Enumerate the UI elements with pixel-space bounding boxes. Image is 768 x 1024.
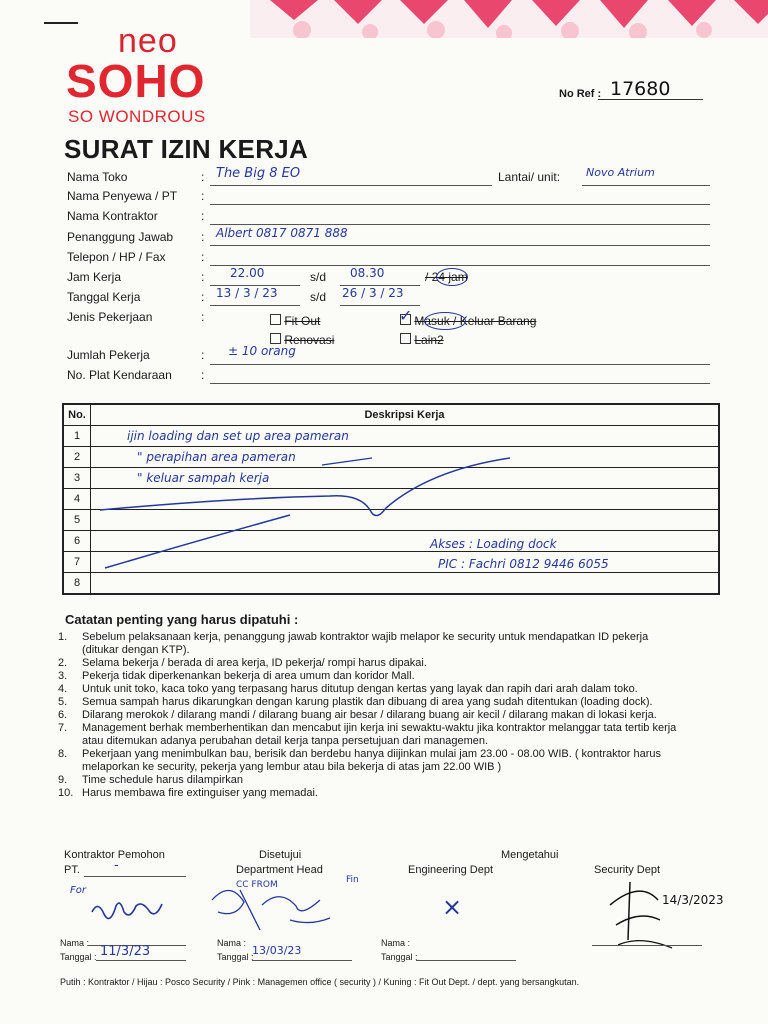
label-plat-kendaraan: No. Plat Kendaraan [67, 368, 172, 382]
label-tanggal-kerja: Tanggal Kerja [67, 290, 141, 304]
value-tanggal-to[interactable]: 26 / 3 / 23 [342, 286, 404, 300]
note-line: melaporkan ke security, pekerja yang lembur atau bila bekerja di atas jam 22.00 WIB ) [82, 761, 502, 773]
value-tanggal-from[interactable]: 13 / 3 / 23 [216, 286, 278, 300]
security-date: 14/3/2023 [662, 893, 724, 907]
logo-soho: SOHO [66, 55, 206, 107]
value-tanggal-dept: 13/03/23 [252, 944, 302, 957]
row-number: 2 [63, 447, 91, 468]
row-number: 3 [63, 468, 91, 489]
note-line: Semua sampah harus dikarungkan dengan karung plastik dan dibuang di area yang sudah ditentukan (loading dock). [82, 696, 653, 708]
cc-from-note: CC FROM [236, 880, 278, 890]
colon: : [201, 290, 205, 304]
label-nama-kontraktor: Nama Kontraktor [67, 209, 158, 223]
colon: : [201, 209, 205, 223]
row-number: 5 [63, 510, 91, 531]
option-fit-out[interactable]: Fit Out [270, 314, 320, 328]
form-title: SURAT IZIN KERJA [64, 134, 309, 164]
row-number: 6 [63, 531, 91, 552]
option-renovasi[interactable]: Renovasi [270, 333, 334, 347]
value-nama-toko[interactable]: The Big 8 EO [216, 166, 301, 181]
label-telepon: Telepon / HP / Fax [67, 250, 166, 264]
label-penanggung-jawab: Penanggung Jawab [67, 230, 174, 244]
logo-neo: neo [118, 22, 178, 60]
label-nama: Nama : [60, 938, 90, 948]
option-lain2[interactable]: Lain2 [400, 333, 444, 347]
colon: : [201, 348, 205, 362]
label-nama: Nama : [217, 938, 247, 948]
label-jumlah-pekerja: Jumlah Pekerja [67, 348, 150, 362]
label-dept-head: Department Head [236, 864, 323, 876]
label-engineering: Engineering Dept [408, 864, 494, 876]
option-masuk-keluar[interactable]: Masuk / Keluar Barang [400, 314, 536, 328]
note-number: 10. [58, 787, 74, 799]
note-number: 3. [58, 670, 68, 682]
label-tanggal: Tanggal : [60, 952, 97, 962]
note-line: Sebelum pelaksanaan kerja, penanggung jawab kontraktor wajib melapor ke security untuk mendapatkan ID pekerja [82, 631, 649, 643]
row-text: ijin loading dan set up area pameran [127, 429, 349, 443]
colon: : [201, 250, 205, 264]
note-number: 8. [58, 748, 68, 760]
value-jumlah-pekerja[interactable]: ± 10 orang [228, 344, 296, 358]
note-number: 6. [58, 709, 68, 721]
label-jam-sd: s/d [310, 270, 327, 284]
label-kontraktor: Kontraktor Pemohon [64, 849, 165, 861]
note-line: Dilarang merokok / dilarang mandi / dilarang buang air besar / dilarang buang air kecil / dilarang makan di lokasi kerja. [82, 709, 657, 721]
note-line: Pekerjaan yang menimbulkan bau, berisik dan berdebu hanya diijinkan mulai jam 23.00 - 08.00 WIB. ( kontraktor harus [82, 748, 662, 760]
check-mark-icon: ✓ [399, 306, 413, 325]
label-tanggal: Tanggal : [381, 952, 418, 962]
label-nama-toko: Nama Toko [67, 170, 128, 184]
value-pt: - [114, 858, 119, 873]
note-number: 9. [58, 774, 68, 786]
note-line: Selama bekerja / berada di area kerja, ID pekerja/ rompi harus dipakai. [82, 657, 427, 669]
label-tanggal-sd: s/d [310, 290, 327, 304]
for-note: For [70, 885, 86, 896]
value-penanggung-jawab[interactable]: Albert 0817 0871 888 [216, 226, 348, 240]
label-jenis-pekerjaan: Jenis Pekerjaan [67, 310, 153, 324]
note-line: Pekerja tidak diperkenankan bekerja di area umum dan koridor Mall. [82, 670, 415, 682]
column-header-deskripsi: Deskripsi Kerja [91, 404, 720, 426]
column-header-no: No. [63, 404, 91, 426]
line-tanggal [252, 960, 352, 961]
note-line: (ditukar dengan KTP). [82, 644, 190, 656]
row-number: 1 [63, 426, 91, 447]
note-number: 5. [58, 696, 68, 708]
note-line: atau ditemukan adanya perubahan detail kerja tanpa persetujuan dari managemen. [82, 735, 489, 747]
logo-tagline: SO WONDROUS [68, 107, 206, 126]
row-number: 8 [63, 573, 91, 595]
label-pt: PT. [64, 864, 80, 876]
note-number: 4. [58, 683, 68, 695]
engineering-mark: × [442, 893, 463, 921]
note-line: Harus membawa fire extinguiser yang memadai. [82, 787, 318, 799]
colon: : [201, 270, 205, 284]
line-tanggal [96, 960, 186, 961]
line-tanggal [416, 960, 516, 961]
fin-note: Fin [346, 875, 359, 885]
line-nama [592, 945, 702, 946]
label-lantai: Lantai/ unit: [498, 170, 561, 184]
notes-title: Catatan penting yang harus dipatuhi : [65, 612, 299, 627]
note-line: Time schedule harus dilampirkan [82, 774, 243, 786]
note-number: 7. [58, 722, 68, 734]
label-nama: Nama : [381, 938, 411, 948]
value-lantai[interactable]: Novo Atrium [586, 166, 655, 179]
label-security: Security Dept [594, 864, 661, 876]
row-text: " keluar sampah kerja [137, 471, 270, 485]
note-line: Untuk unit toko, kaca toko yang terpasang harus ditutup dengan kertas yang layak dan rapih dari arah dalam toko. [82, 683, 638, 695]
pic-note: PIC : Fachri 0812 9446 6055 [438, 557, 609, 571]
note-line: Management berhak memberhentikan dan mencabut ijin kerja ini sewaktu-waktu jika kontraktor melanggar tata tertib kerja [82, 722, 677, 734]
label-nama-penyewa: Nama Penyewa / PT [67, 189, 178, 203]
label-24-jam: / 24 jam [425, 270, 468, 284]
colon: : [201, 170, 205, 184]
colon: : [201, 368, 205, 382]
value-tanggal-kontraktor: 11/3/23 [100, 944, 151, 959]
note-number: 2. [58, 657, 68, 669]
note-number: 1. [58, 631, 68, 643]
value-jam-from[interactable]: 22.00 [230, 266, 265, 280]
footer-copies: Putih : Kontraktor / Hijau : Posco Security / Pink : Managemen office ( security ) / Kuning : Fit Out Dept. / dept. yang bersangkutan. [60, 977, 580, 987]
row-number: 7 [63, 552, 91, 573]
label-disetujui: Disetujui [259, 849, 302, 861]
colon: : [201, 189, 205, 203]
row-number: 4 [63, 489, 91, 510]
row-text: " perapihan area pameran [137, 450, 296, 464]
label-jam-kerja: Jam Kerja [67, 270, 122, 284]
colon: : [201, 230, 205, 244]
label-tanggal: Tanggal : [217, 952, 254, 962]
no-ref-value: 17680 [610, 78, 671, 100]
colon: : [201, 310, 205, 324]
value-jam-to[interactable]: 08.30 [350, 266, 385, 280]
no-ref-label: No Ref : [559, 88, 602, 100]
label-mengetahui: Mengetahui [501, 849, 559, 861]
akses-note: Akses : Loading dock [430, 537, 557, 551]
